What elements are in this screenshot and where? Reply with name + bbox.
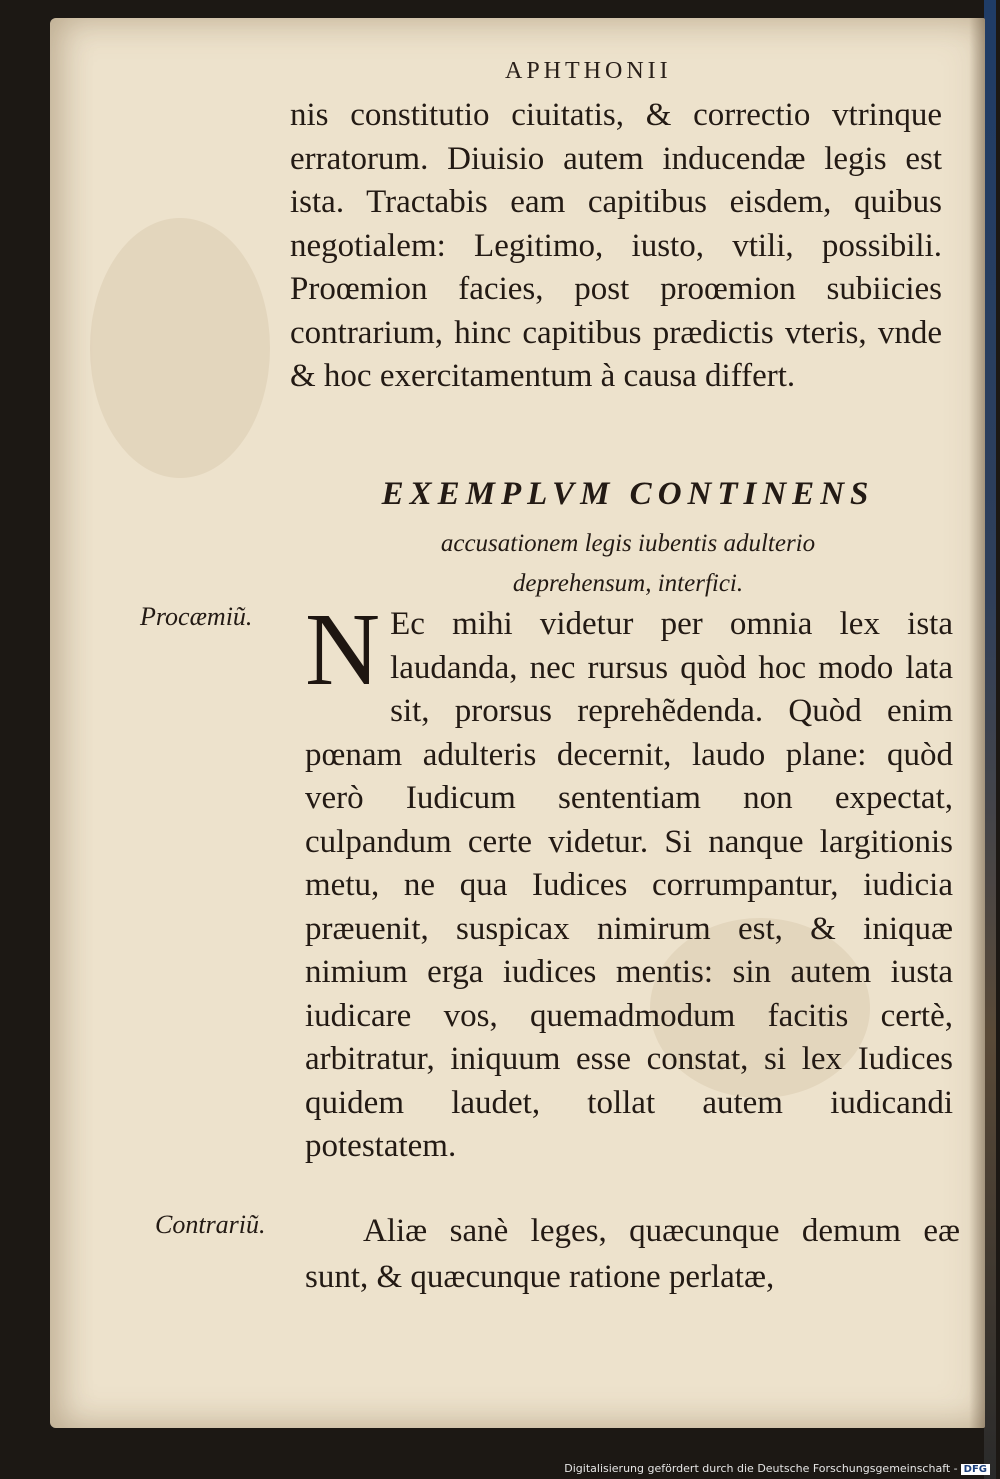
contrarium-paragraph: Aliæ sanè leges, quæcunque demum eæ sunt, & quæcunque ratione perlatæ, (305, 1213, 960, 1295)
page-edge-shadow (969, 18, 985, 1428)
margin-note-contrarium: Contrariũ. (155, 1210, 266, 1239)
credit-text: Digitalisierung gefördert durch die Deutsche Forschungsgemeinschaft - (564, 1462, 958, 1475)
drop-capital: N (305, 592, 381, 707)
procemium-paragraph (305, 592, 953, 1169)
margin-note-procemium: Procæmiũ. (140, 602, 253, 631)
book-spine-edge (984, 0, 996, 1479)
running-head: APHTHONII (505, 58, 672, 84)
example-subheading (318, 524, 938, 604)
intro-paragraph: nis constitutio ciuitatis, & correctio vtrinque erratorum. Diuisio autem inducendæ legis est ista. Tractabis eam capitibus eisdem, quibus negotialem: Legitimo, iusto, vtili, possibili. Proœmion facies, post proœmion subiicies contrarium, hinc capitibus prædictis vteris, vnde & hoc exercitamentum à causa differt. (290, 97, 942, 394)
subheading-line-1: accusationem legis iubentis adulterio (440, 530, 816, 557)
digitization-credit (564, 1462, 990, 1475)
procemium-text: Ec mihi videtur per omnia lex ista laudanda, nec rursus quòd hoc modo lata sit, prorsus reprehẽdenda. Quòd enim pœnam adulteris decernit, laudo plane: quòd verò Iudicum sententiam non expectat, culpandum certe videtur. Si nanque largitionis metu, ne qua Iudices corrumpantur, iudicia præuenit, suspicax nimirum est, & iniquæ nimium erga iudices mentis: sin autem iusta iudicare vos, quemadmodum facitis certè, arbitratur, iniquum esse constat, si lex Iudices quidem laudet, tollat autem iudicandi potestatem. (305, 606, 953, 1164)
example-heading: EXEMPLVM CONTINENS (381, 476, 875, 512)
dfg-logo: DFG (961, 1464, 990, 1475)
subheading-line-2: deprehensum, interfici. (512, 570, 744, 597)
paper-stain (90, 218, 270, 478)
